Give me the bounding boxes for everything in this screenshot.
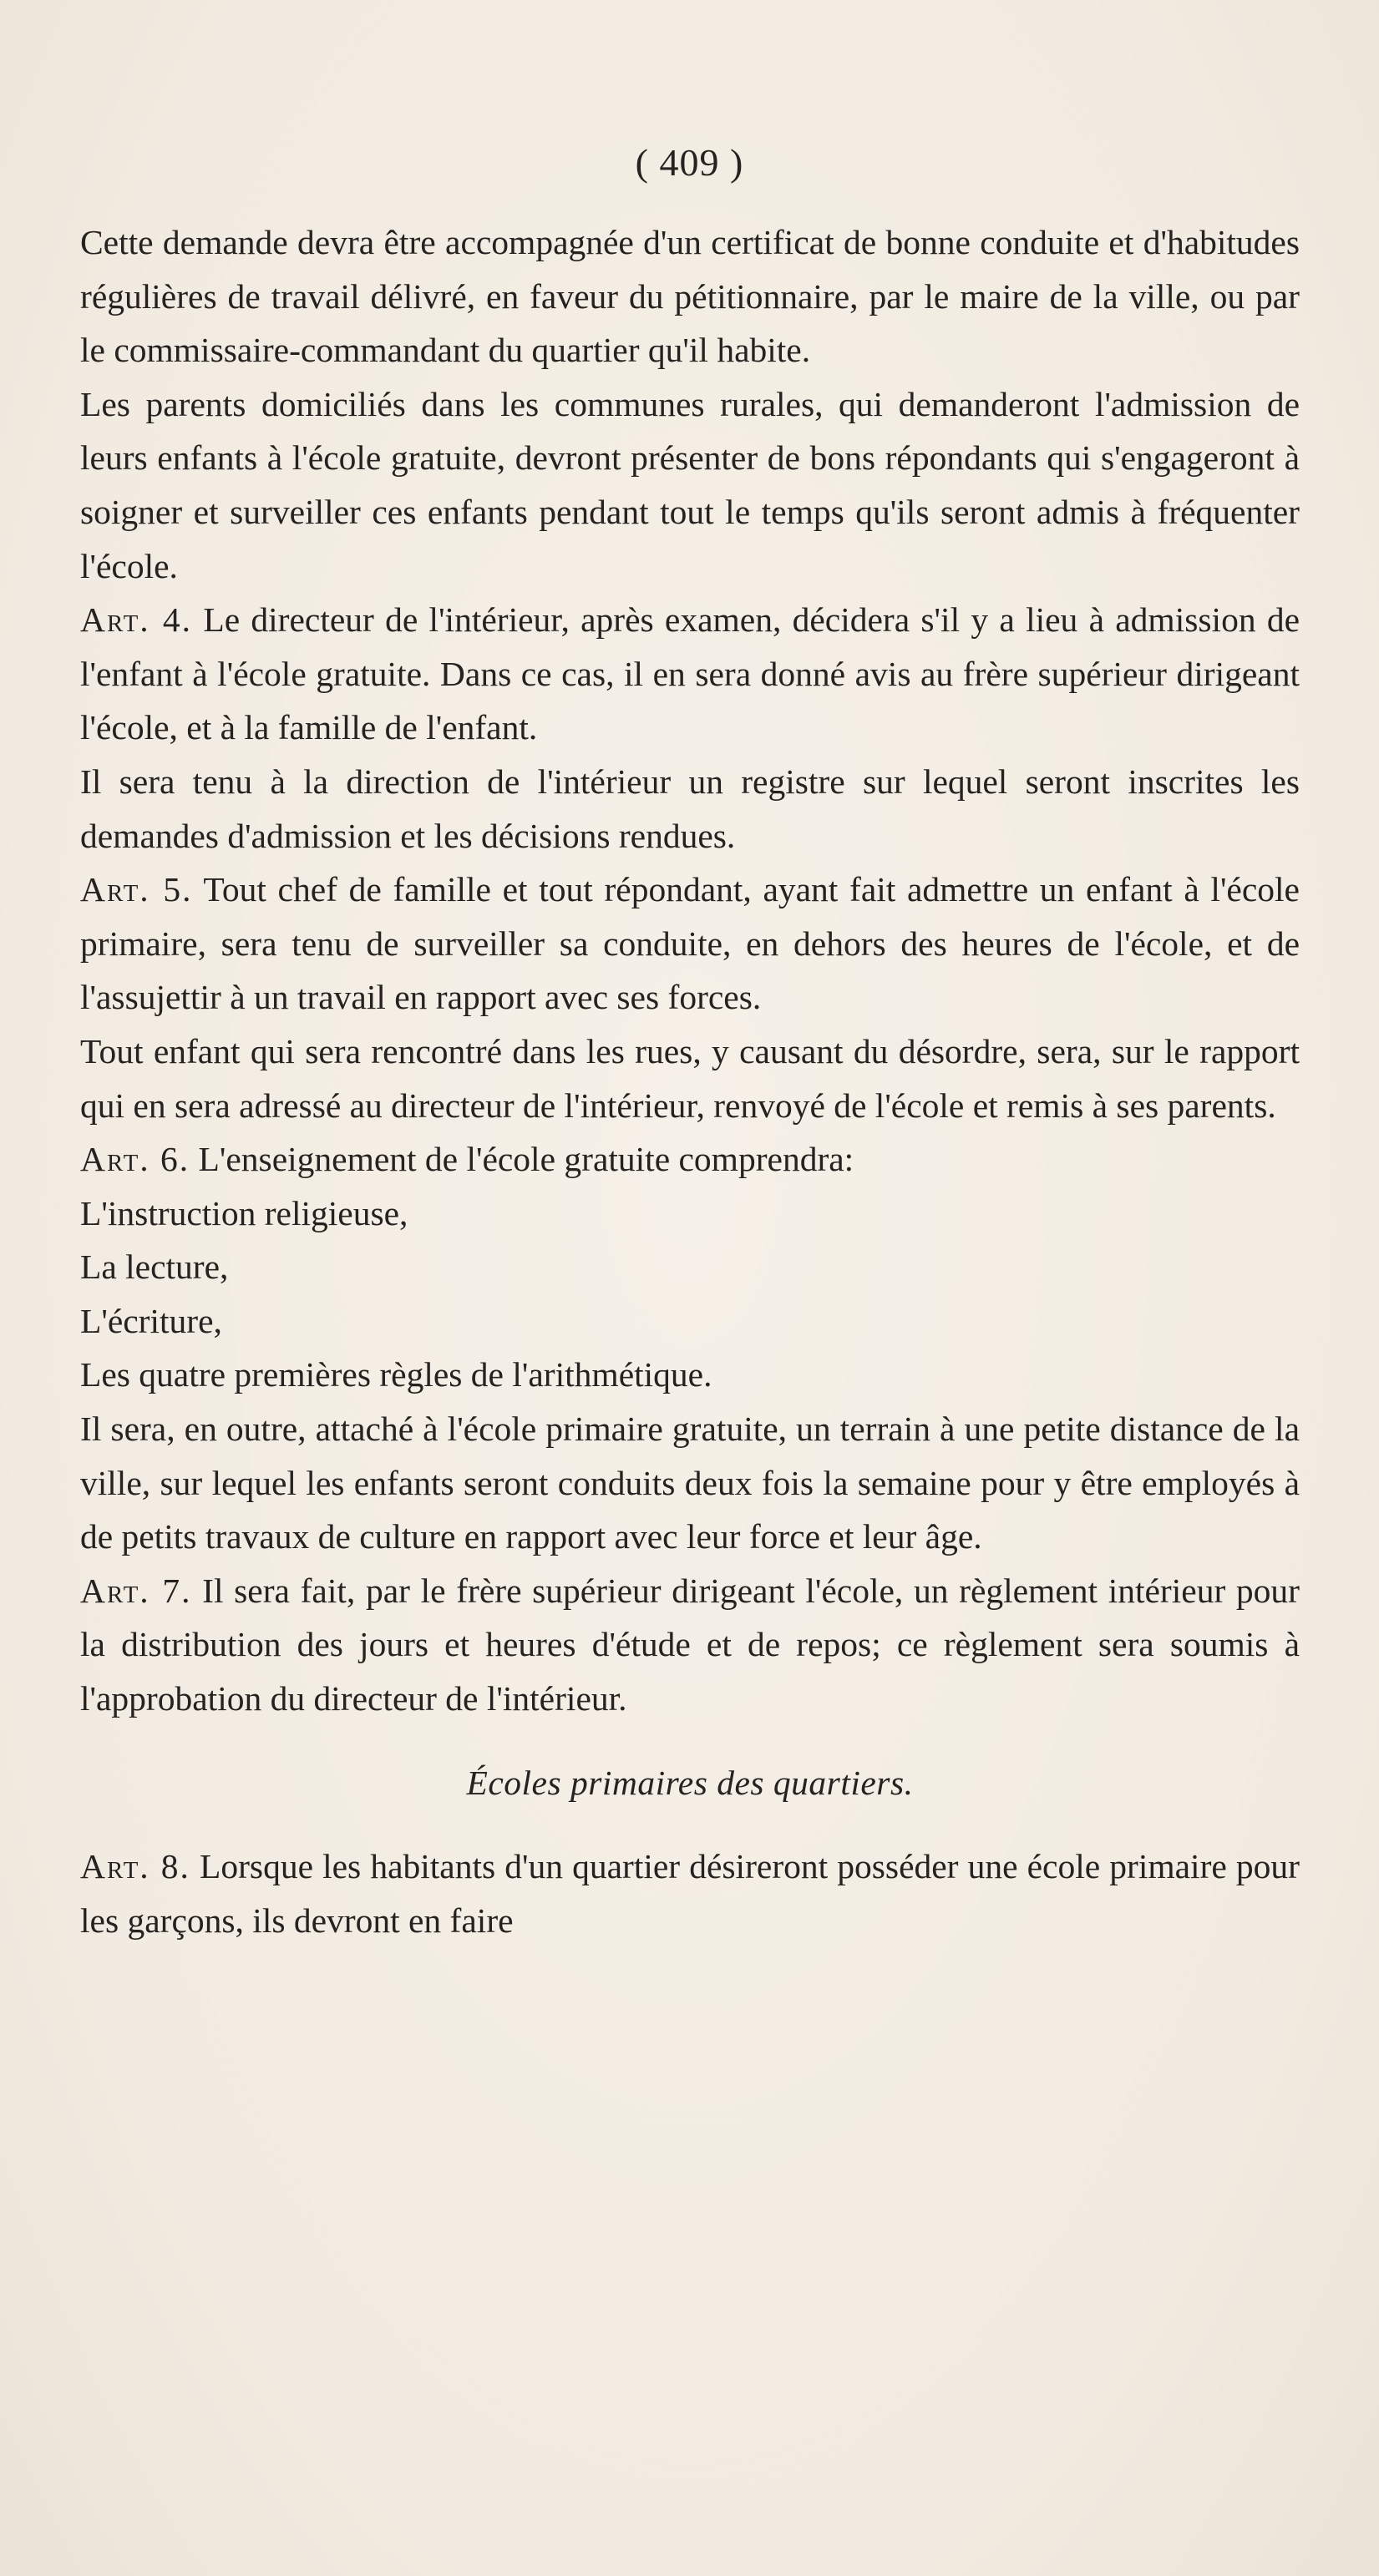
article-paragraph xyxy=(80,593,1300,755)
paragraph-text: Tout enfant qui sera rencontré dans les rues, y causant du désordre, sera, sur le rapport qui en sera adressé au directeur de l'intérieur, renvoyé de l'école et remis à ses parents. xyxy=(80,1031,1300,1125)
paragraph-text: Tout chef de famille et tout répondant, ayant fait admettre un enfant à l'école primaire, sera tenu de surveiller sa conduite, en dehors des heures de l'école, et de l'assujettir à un travail en rapport avec ses forces. xyxy=(80,870,1300,1017)
article-paragraph xyxy=(80,1132,1300,1187)
paragraph-text: Les parents domiciliés dans les communes rurales, qui demanderont l'admission de leurs enfants à l'école gratuite, devront présenter de bons répondants qui s'engageront à soigner et surveiller ces enfants pendant tout le temps qu'ils seront admis à fréquenter l'école. xyxy=(80,384,1300,585)
paragraph xyxy=(80,215,1300,377)
article-label: Art. 7. xyxy=(80,1571,192,1610)
section-heading: Écoles primaires des quartiers. xyxy=(466,1763,914,1802)
list-item: La lecture, xyxy=(80,1248,229,1287)
paragraph xyxy=(80,377,1300,593)
article-paragraph xyxy=(80,1564,1300,1726)
paragraph-text: Il sera tenu à la direction de l'intérieur un registre sur lequel seront inscrites les demandes d'admission et les décisions rendues. xyxy=(80,762,1300,855)
paragraph-text: Il sera fait, par le frère supérieur dirigeant l'école, un règlement intérieur pour la distribution des jours et heures d'étude et de repos; ce règlement sera soumis à l'approbation du directeur de l'intérieur. xyxy=(80,1571,1300,1718)
article-label: Art. 6. xyxy=(80,1140,190,1179)
paragraph xyxy=(80,1402,1300,1564)
paragraph xyxy=(80,755,1300,863)
article-label: Art. 4. xyxy=(80,600,193,640)
page-body xyxy=(80,215,1300,1947)
paragraph-text: Il sera, en outre, attaché à l'école primaire gratuite, un terrain à une petite distance de la ville, sur lequel les enfants seront conduits deux fois la semaine pour y être employés à de petits travaux de culture en rapport avec leur force et leur âge. xyxy=(80,1409,1300,1556)
paragraph-text: L'enseignement de l'école gratuite comprendra: xyxy=(198,1140,854,1179)
paragraph xyxy=(80,1025,1300,1132)
paragraph-text: Cette demande devra être accompagnée d'un certificat de bonne conduite et d'habitudes régulières de travail délivré, en faveur du pétitionnaire, par le maire de la ville, ou par le commissaire-commandant du quartier qu'il habite. xyxy=(80,223,1300,370)
article-label: Art. 8. xyxy=(80,1847,190,1886)
list-item: L'écriture, xyxy=(80,1301,222,1340)
article-paragraph xyxy=(80,1840,1300,1947)
article-paragraph xyxy=(80,863,1300,1025)
article-label: Art. 5. xyxy=(80,870,193,909)
paragraph-text: Lorsque les habitants d'un quartier désireront posséder une école primaire pour les garçons, ils devront en faire xyxy=(80,1847,1300,1940)
paragraph-text: Le directeur de l'intérieur, après examen, décidera s'il y a lieu à admission de l'enfant à l'école gratuite. Dans ce cas, il en sera donné avis au frère supérieur dirigeant l'école, et à la famille de l'enfant. xyxy=(80,600,1300,747)
list-item: L'instruction religieuse, xyxy=(80,1193,408,1232)
list-item: Les quatre premières règles de l'arithmétique. xyxy=(80,1355,712,1394)
page-number: ( 409 ) xyxy=(635,141,744,184)
